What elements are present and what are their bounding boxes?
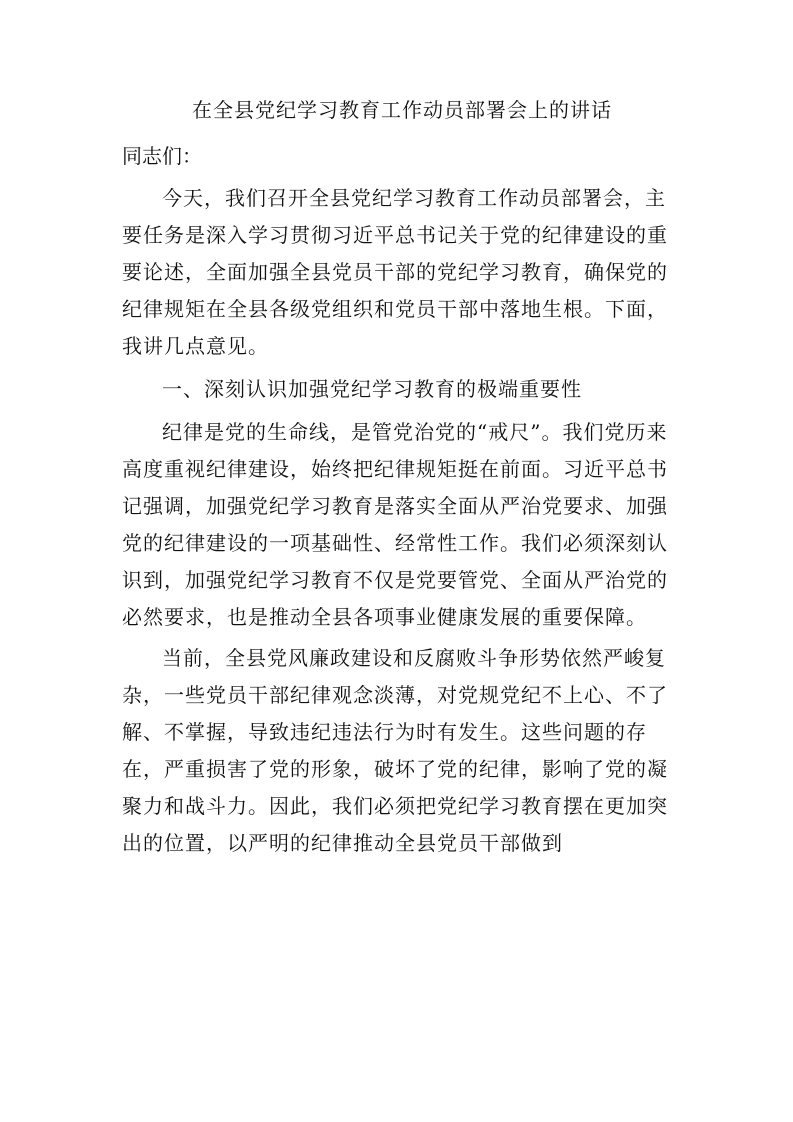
salutation: 同志们： (122, 144, 202, 168)
paragraph-intro: 今天，我们召开全县党纪学习教育工作动员部署会，主要任务是深入学习贯彻习近平总书记关于党的纪律建设的重要论述，全面加强全县党员干部的党纪学习教育，确保党的纪律规矩在全县各级党组织和党员干部中落地生根。下面，我讲几点意见。 (122, 186, 668, 358)
section-heading-1: 一、深刻认识加强党纪学习教育的极端重要性 (162, 377, 582, 401)
document-content (122, 96, 682, 866)
paragraph-discipline-lifeline: 纪律是党的生命线，是管党治党的“戒尺”。我们党历来高度重视纪律建设，始终把纪律规矩挺在前面。习近平总书记强调，加强党纪学习教育是落实全面从严治党要求、加强党的纪律建设的一项基础性、经常性工作。我们必须深刻认识到，加强党纪学习教育不仅是党要管党、全面从严治党的必然要求，也是推动全县各项事业健康发展的重要保障。 (122, 420, 668, 629)
paragraph-current-situation: 当前，全县党风廉政建设和反腐败斗争形势依然严峻复杂，一些党员干部纪律观念淡薄，对党规党纪不上心、不了解、不掌握，导致违纪违法行为时有发生。这些问题的存在，严重损害了党的形象，破坏了党的纪律，影响了党的凝聚力和战斗力。因此，我们必须把党纪学习教育摆在更加突出的位置，以严明的纪律推动全县党员干部做到 (122, 646, 668, 855)
document-title: 在全县党纪学习教育工作动员部署会上的讲话 (192, 98, 612, 122)
